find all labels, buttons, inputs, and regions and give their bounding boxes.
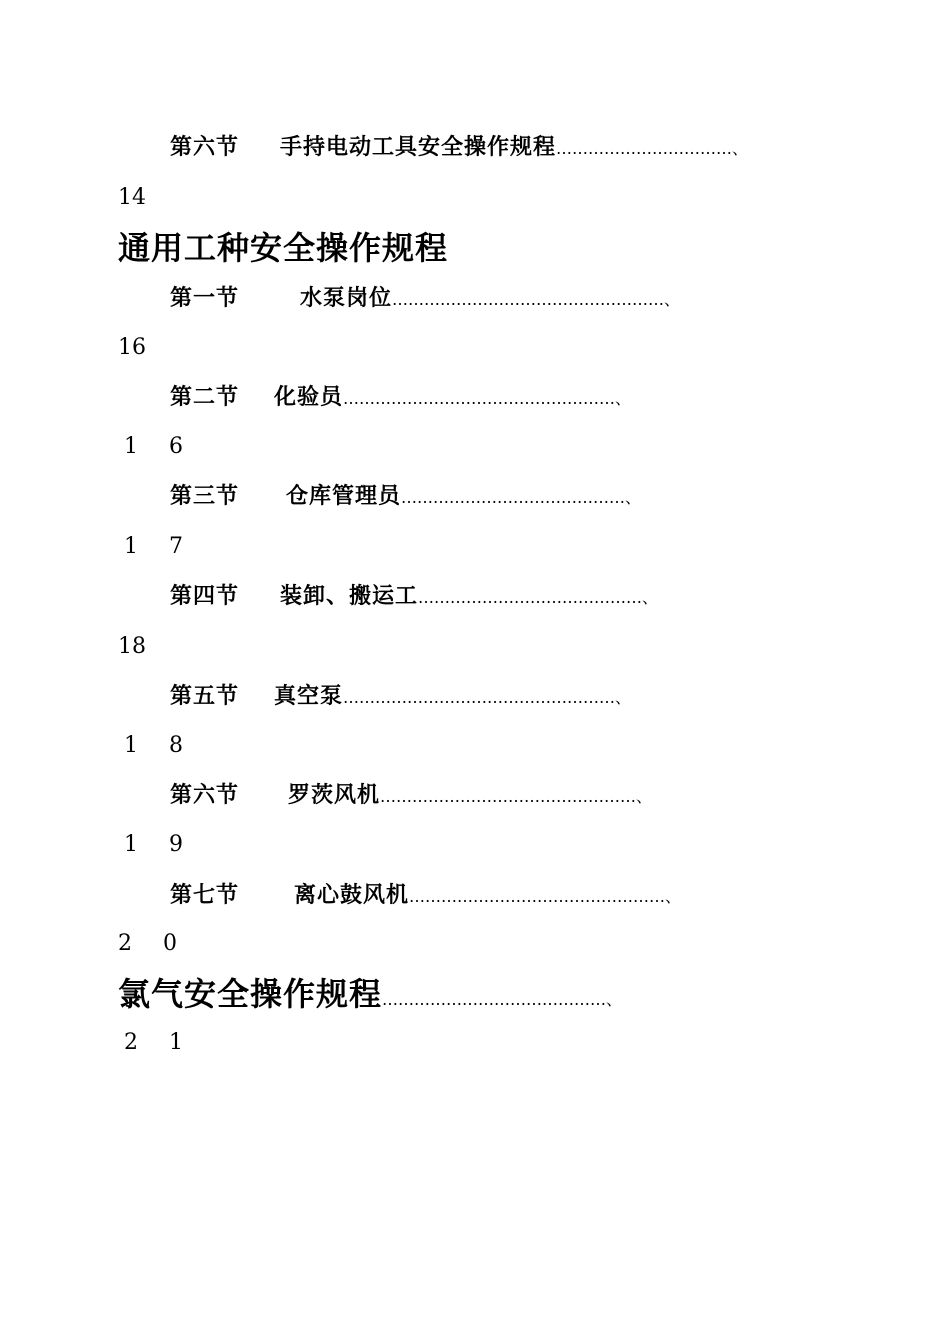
toc-entry xyxy=(170,884,681,906)
section-title: 真空泵 xyxy=(274,683,344,709)
page-number: 16 xyxy=(118,335,146,360)
chapter-title: 氯气安全操作规程 xyxy=(118,975,383,1013)
section-title: 水泵岗位 xyxy=(300,285,393,311)
section-number: 第七节 xyxy=(170,882,240,908)
page-number: 2 1 xyxy=(124,1030,195,1055)
page-number: 1 9 xyxy=(124,832,195,857)
chapter-heading xyxy=(118,975,623,1013)
dot-leader: ……………………………………、 xyxy=(382,990,623,1009)
section-title: 化验员 xyxy=(274,384,344,410)
page-number: 14 xyxy=(118,185,146,210)
toc-entry xyxy=(170,784,652,806)
section-number: 第四节 xyxy=(170,583,240,609)
page-number: 2 0 xyxy=(118,931,189,956)
toc-entry xyxy=(170,136,748,158)
section-number: 第一节 xyxy=(170,285,240,311)
section-title: 仓库管理员 xyxy=(286,483,402,509)
toc-entry xyxy=(170,485,641,507)
section-title: 离心鼓风机 xyxy=(294,882,410,908)
dot-leader: …………………………………………、 xyxy=(409,887,682,906)
dot-leader: ……………………………………………、 xyxy=(343,389,632,408)
page-number: 1 7 xyxy=(124,534,195,559)
dot-leader: ……………………………、 xyxy=(556,139,749,158)
section-number: 第三节 xyxy=(170,483,240,509)
chapter-heading: 通用工种安全操作规程 xyxy=(118,229,449,267)
dot-leader: ……………………………………、 xyxy=(418,588,659,607)
section-number: 第六节 xyxy=(170,134,240,160)
toc-entry xyxy=(170,287,680,309)
section-number: 第二节 xyxy=(170,384,240,410)
dot-leader: ……………………………………………、 xyxy=(343,688,632,707)
toc-entry xyxy=(170,685,631,707)
dot-leader: …………………………………………、 xyxy=(380,787,653,806)
page-number: 1 8 xyxy=(124,733,195,758)
toc-entry xyxy=(170,386,631,408)
page-number: 1 6 xyxy=(124,434,195,459)
section-title: 罗茨风机 xyxy=(288,782,381,808)
section-number: 第五节 xyxy=(170,683,240,709)
dot-leader: ……………………………………………、 xyxy=(392,290,681,309)
section-title: 装卸、搬运工 xyxy=(280,583,419,609)
section-number: 第六节 xyxy=(170,782,240,808)
dot-leader: ……………………………………、 xyxy=(401,488,642,507)
section-title: 手持电动工具安全操作规程 xyxy=(280,134,557,160)
page-number: 18 xyxy=(118,634,146,659)
toc-entry xyxy=(170,585,658,607)
